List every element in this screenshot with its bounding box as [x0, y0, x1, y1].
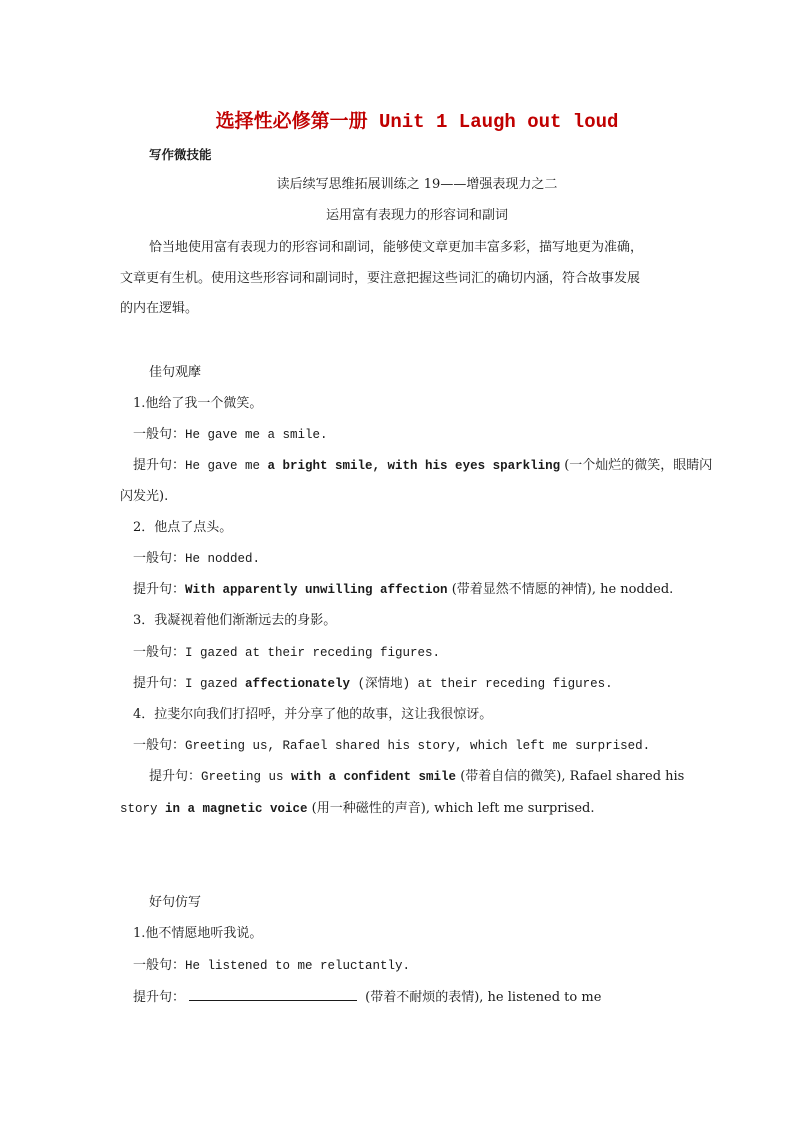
observe-item-1-improved — [133, 457, 712, 475]
improved-post: (一个灿烂的微笑，眼睛闪 — [560, 458, 713, 473]
normal-label: 一般句： — [133, 645, 186, 660]
normal-sentence: He nodded. — [185, 552, 261, 566]
intro-line-1: 恰当地使用富有表现力的形容词和副词，能够使文章更加丰富多彩，描写地更为准确， — [149, 240, 644, 255]
improved-pre: He gave me — [185, 459, 268, 473]
normal-label: 一般句： — [133, 427, 186, 442]
normal-sentence: He listened to me reluctantly. — [185, 959, 411, 973]
imitate-item-1-improved — [133, 988, 601, 1007]
improved-cont-pre: story — [120, 802, 166, 816]
intro-line-2: 文章更有生机。使用这些形容词和副词时，要注意把握这些词汇的确切内涵，符合故事发展 — [120, 271, 641, 286]
imitate-heading: 好句仿写 — [149, 895, 202, 910]
normal-label: 一般句： — [133, 958, 186, 973]
subtitle-2: 运用富有表现力的形容词和副词 — [325, 208, 508, 223]
improved-pre: Greeting us — [201, 770, 292, 784]
answer-blank[interactable] — [189, 988, 357, 1001]
improved-highlight: affectionately — [245, 677, 351, 691]
improved-label: 提升句： — [133, 582, 186, 597]
improved-cont-highlight: in a magnetic voice — [165, 802, 308, 816]
improved-cont-post: (用一种磁性的声音), which left me surprised. — [307, 801, 595, 816]
improved-highlight: a bright smile, with his eyes sparkling — [267, 459, 561, 473]
improved-post: (带着显然不情愿的神情), he nodded. — [447, 582, 674, 597]
normal-label: 一般句： — [133, 738, 186, 753]
observe-item-1-normal — [133, 426, 328, 444]
observe-item-4-normal — [133, 737, 650, 755]
imitate-item-1-prompt: 1.他不情愿地听我说。 — [133, 926, 263, 941]
observe-item-2-prompt: 2．他点了点头。 — [133, 520, 233, 535]
observe-item-4-prompt: 4．拉斐尔向我们打招呼，并分享了他的故事，这让我很惊讶。 — [133, 707, 493, 722]
observe-item-1-prompt: 1.他给了我一个微笑。 — [133, 396, 263, 411]
observe-item-3-prompt: 3．我凝视着他们渐渐远去的身影。 — [133, 613, 337, 628]
improved-highlight: With apparently unwilling affection — [185, 583, 448, 597]
observe-item-3-improved — [133, 675, 613, 693]
improved-post: (深情地) at their receding figures. — [350, 677, 613, 691]
observe-item-4-improved-cont — [120, 800, 594, 818]
improved-pre: I gazed — [185, 677, 246, 691]
normal-sentence: Greeting us, Rafael shared his story, which left me surprised. — [185, 739, 651, 753]
improved-label: 提升句： — [133, 990, 186, 1005]
observe-item-3-normal — [133, 644, 440, 662]
page-title: 选择性必修第一册 Unit 1 Laugh out loud — [215, 111, 619, 133]
normal-label: 一般句： — [133, 551, 186, 566]
observe-item-4-improved — [149, 768, 684, 786]
improved-highlight: with a confident smile — [291, 770, 457, 784]
observe-item-2-improved — [133, 581, 673, 599]
subtitle-1: 读后续写思维拓展训练之 19——增强表现力之二 — [276, 177, 558, 192]
improved-label: 提升句： — [149, 769, 202, 784]
observe-item-2-normal — [133, 550, 260, 568]
improved-post: (带着自信的微笑), Rafael shared his — [456, 769, 685, 784]
section-label: 写作微技能 — [149, 147, 212, 162]
improved-label: 提升句： — [133, 458, 186, 473]
normal-sentence: I gazed at their receding figures. — [185, 646, 441, 660]
observe-heading: 佳句观摩 — [149, 365, 202, 380]
intro-line-3: 的内在逻辑。 — [120, 301, 199, 316]
normal-sentence: He gave me a smile. — [185, 428, 328, 442]
improved-post: (带着不耐烦的表情), he listened to me — [361, 990, 602, 1005]
imitate-item-1-normal — [133, 957, 410, 975]
improved-label: 提升句： — [133, 676, 186, 691]
observe-item-1-improved-cont: 闪发光). — [120, 489, 169, 504]
